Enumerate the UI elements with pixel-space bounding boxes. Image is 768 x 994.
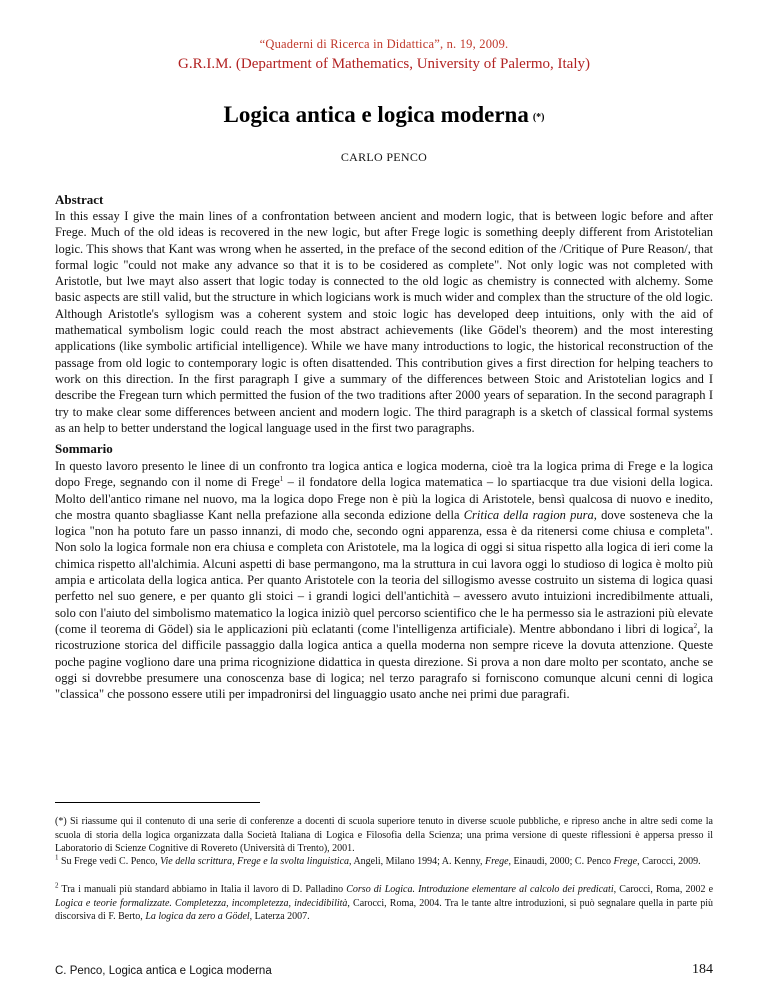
sommario-part-2: – il fondatore della logica matematica – lo spartiacque tra due visioni della logica. Molto dell'antico rimane nel nuovo, ma la logica dopo Frege non è più la logica di Aristotele, bensì qualcosa di nuovo e inedito, che mostra quanto sbagliasse Kant nella prefazione alla seconda edizione della <box>55 475 713 522</box>
footnote-1 <box>55 855 713 869</box>
footnote-2-text-b: , Carocci, Roma, 2002 e <box>613 884 714 895</box>
footnote-2-text-a: Tra i manuali più standard abbiamo in Italia il lavoro di D. Palladino <box>58 884 347 895</box>
sommario-part-4: , la ricostruzione storica del difficile passaggio dalla logica antica a quella moderna non sempre riceve la dovuta attenzione. Queste poche pagine vogliono dare una prima ricognizione didattica in questa direzione. Si prova a non dare molto per scontato, anche se oggi si dovrebbe presumere una conoscenza base di logica; nel terzo paragrafo si forniscono comunque alcuni cenni di logica "classica" che possono essere utili per impadronirsi del linguaggio usato anche nei primi due paragrafi. <box>55 621 713 702</box>
paper-title <box>0 102 768 128</box>
abstract-heading: Abstract <box>55 192 104 207</box>
footnote-2-book-3: La logica da zero a Gödel <box>145 911 250 922</box>
footnote-1-text-c: , Einaudi, 2000; C. Penco <box>508 856 614 867</box>
footnote-ref-1[interactable]: 1 <box>279 475 284 484</box>
footnote-star-text: Si riassume qui il contenuto di una serie di conferenze a docenti di scuola superiore tenuto in diverse scuole pubbliche, e ripreso anche in altre sedi come la scuola di storia della logica organizzata dalla Società Italiana di Logica e Filosofia della Scienza; una prima versione di queste riflessioni è appersa presso il Laboratorio di Scienze Cognitive di Rovereto (Università di Trento), 2001. <box>55 816 713 854</box>
footnote-2-text-c: , Carocci, Roma, 2004. Tra le tante altre introduzioni, si può segnalare quella in parte più discorsiva di F. Berto, <box>55 897 713 922</box>
sommario-text <box>55 458 713 702</box>
title-footnote-mark[interactable]: (*) <box>532 112 545 123</box>
sommario-part-1: In questo lavoro presento le linee di un confronto tra logica antica e logica moderna, cioè tra la logica prima di Frege e la logica dopo Frege, segnando con il nome di Frege <box>55 459 713 490</box>
sommario-part-3: , dove sosteneva che la logica "non ha potuto fare un passo innanzi, di modo che, secondo ogni apparenza, essa è da ritenersi come chiusa e completa". Non solo la logica formale non era chiusa e completa con Aristotele, ma la logica di oggi si situa rispetto alla logica di ieri come la chimica rispetto all'alchimia. Alcuni aspetti di base permangono, ma la struttura in cui lavora oggi lo studioso di logica è molto più ampia e articolata della logica antica. Per quanto Aristotele con la teoria del sillogismo avesse costruito un sistema di logica quasi perfetto nel suo genere, e per quanto gli stoici – i grandi logici dell'antichità – avessero avuto intuizioni incredibilmente attuali, solo con l'aiuto del simbolismo matematico la logica iniziò quel percorso scientifico che le ha permesso sia le astrazioni più elevate (come il teorema di Gödel) sia le applicazioni più eclatanti (come l'intelligenza artificiale). Mentre abbondano i libri di logica <box>55 507 713 636</box>
abstract-text: In this essay I give the main lines of a confrontation between ancient and modern logic, that is between logic before and after Frege. Much of the old ideas is recovered in the new logic, but after Frege logic is something deeply different from Aristotelian logic. This shows that Kant was wrong when he asserted, in the preface of the second edition of the /Critique of Pure Reason/, that formal logic "could not make any advance so that it is to be cosidered as complete". Not only logic was not completed with Aristotle, but lwe mayt also assert that logic today is connected to the old logic as chemistry is connected with alchemy. Some basic aspects are still valid, but the structure in which logicians work is much wider and complex than the structure of the old logic. Although Aristotle's syllogism was a coherent system and stoic logic has developed deep intuitions, only with the aid of mathematical symbolism logic could reach the most abstract achievements (like Gödel's theorem) and the most interesting applications (like symbolic artificial intelligence). While we have many introductions to logic, the historical reconstruction of the passage from old logic to contemporary logic is often disattended. This contribution gives a first direction for helping teachers to work on this direction. In the first paragraph I give a summary of the differences between Stoic and Aristotelian logics and I describe the Fregean turn which permitted the fusion of the two traditions after 2000 years of separation. In the second paragraph I try to make clear some differences between ancient and modern logic. The third paragraph is a sketch of classical formal systems as an help to better understand the logical language used in the first two paragraphs. <box>55 209 713 435</box>
page-number: 184 <box>692 962 713 977</box>
footnote-1-book-2: Frege <box>485 856 509 867</box>
running-footer-title: C. Penco, Logica antica e Logica moderna <box>55 965 272 977</box>
institution-line: G.R.I.M. (Department of Mathematics, University of Palermo, Italy) <box>178 56 590 72</box>
paper-title-text: Logica antica e logica moderna <box>223 102 529 127</box>
footnote-2 <box>55 883 713 924</box>
footnote-2-book-1: Corso di Logica. Introduzione elementare al calcolo dei predicati <box>346 884 614 895</box>
sommario-heading: Sommario <box>55 441 113 456</box>
footnote-star-mark: (*) <box>55 816 67 827</box>
footnote-2-text-d: , Laterza 2007. <box>249 911 310 922</box>
footnote-1-text-d: , Carocci, 2009. <box>637 856 701 867</box>
critica-title: Critica della ragion pura <box>463 507 594 522</box>
footnote-1-text-a: Su Frege vedi C. Penco, <box>58 856 161 867</box>
footnote-1-book-1: Vie della scrittura, Frege e la svolta linguistica <box>160 856 350 867</box>
author-name: CARLO PENCO <box>340 150 428 164</box>
footnote-2-book-2: Logica e teorie formalizzate. Completezza, incompletezza, indecidibilità <box>55 897 348 909</box>
footnote-1-book-3: Frege <box>613 856 638 867</box>
footnote-star <box>55 815 713 856</box>
journal-line: “Quaderni di Ricerca in Didattica”, n. 19, 2009. <box>259 37 509 51</box>
footnote-divider <box>55 802 260 803</box>
footnote-1-mark: 1 <box>55 853 59 862</box>
footnote-1-text-b: , Angeli, Milano 1994; A. Kenny, <box>349 856 486 867</box>
footnote-2-mark: 2 <box>55 881 59 890</box>
footnote-ref-2[interactable]: 2 <box>693 621 698 630</box>
